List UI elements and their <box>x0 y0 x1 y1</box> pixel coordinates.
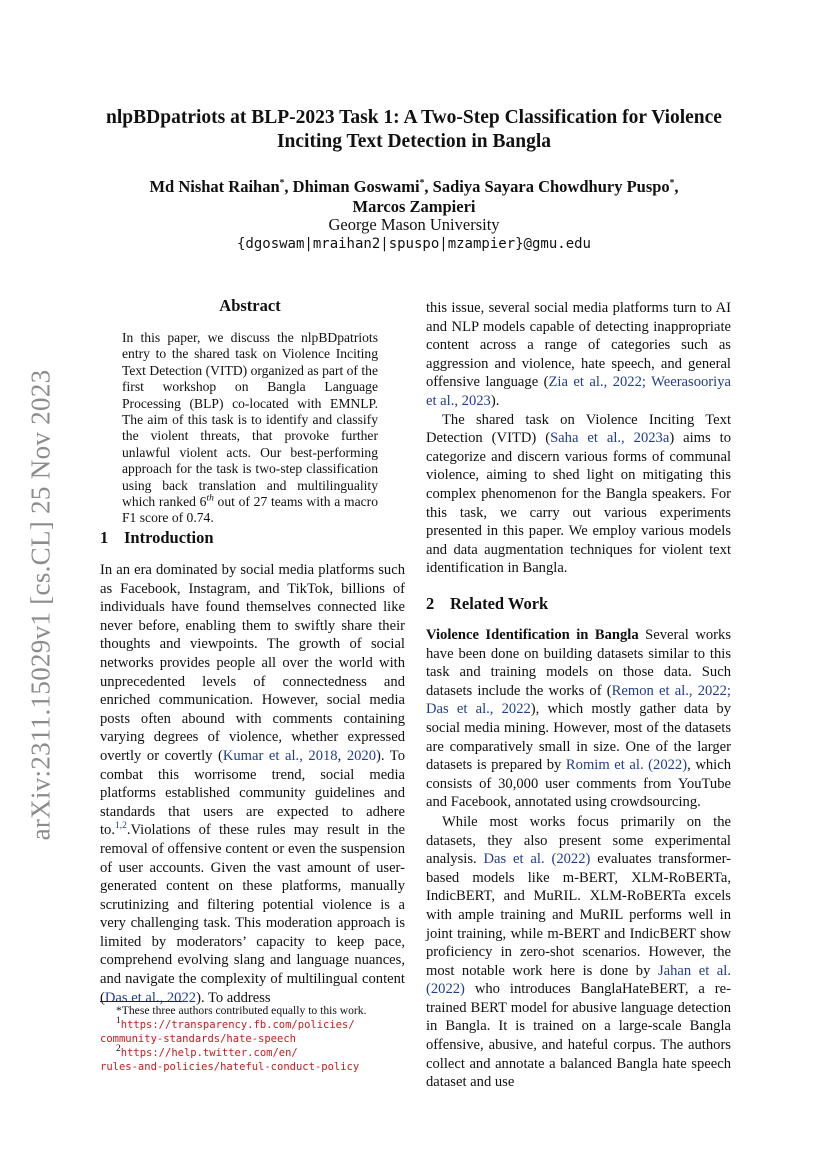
citation-link[interactable]: Zia et al., 2022; Weerasooriya et al., 2023 <box>426 374 731 409</box>
citation-link[interactable]: Saha et al., 2023a <box>550 430 670 447</box>
citation-link[interactable]: Das et al. (2022) <box>483 851 591 868</box>
footnote-2-url-cont[interactable]: rules-and-policies/hateful-conduct-policy <box>100 1061 360 1073</box>
author-emails: {dgoswam|mraihan2|spuspo|mzampier}@gmu.edu <box>236 236 591 252</box>
arxiv-sidebar <box>18 355 64 855</box>
paper-title <box>90 106 738 154</box>
citation-link[interactable]: Romim et al. (2022) <box>565 757 688 774</box>
title-line-2: Inciting Text Detection in Bangla <box>276 131 552 152</box>
abstract-heading: Abstract <box>219 296 281 315</box>
footnote-1-url[interactable]: https://transparency.fb.com/policies/ <box>120 1019 355 1031</box>
paragraph: this issue, several social media platforms turn to AI and NLP models capable of detecting inappropriate content across a range of categories such as aggression and violence, hate speech, and general offensive language (Zia et al., 2022; Weerasooriya et al., 2023). <box>426 300 731 409</box>
footnote-rule <box>100 1001 182 1002</box>
section-heading-introduction: 1 Introduction <box>100 528 214 547</box>
abstract-body: In this paper, we discuss the nlpBDpatriots entry to the shared task on Violence Inciting Text Detection (VITD) organized as part of the first workshop on Bangla Language Processing (BLP) co-located with EMNLP. The aim of this task is to identify and classify the violent threats, that provoke further unlawful violent acts. Our best-performing approach for the task is two-step classification using back translation and multilinguality which ranked 6th out of 27 teams with a macro F1 score of 0.74. <box>122 330 378 526</box>
citation-link[interactable]: 2020 <box>346 747 376 764</box>
section-heading-related-work: 2 Related Work <box>426 594 549 613</box>
affiliation: George Mason University <box>328 215 500 234</box>
arxiv-identifier: arXiv:2311.15029v1 [cs.CL] 25 Nov 2023 <box>25 369 56 841</box>
citation-link[interactable]: Kumar et al., 2018 <box>222 747 338 764</box>
footnote-1: $^1$https://transparency.fb.com/policies/ <box>116 1016 355 1031</box>
footnote-1-url-cont[interactable]: community-standards/hate-speech <box>100 1033 296 1045</box>
paragraph: Violence Identification in Bangla Several works have been done on building datasets similar to this task and training models on those data. Such datasets include the works of (Remon et al., 2022; Das et al., 2022), which mostly gather data by social media mining. However, most of the datasets are comparatively small in size. One of the larger datasets is prepared by Romim et al. (2022), which consists of 30,000 user comments from YouTube and Facebook, annotated using crowdsourcing. <box>426 627 732 811</box>
title-line-1: nlpBDpatriots at BLP-2023 Task 1: A Two-Step Classification for Violence <box>106 107 722 128</box>
right-column-top <box>426 299 731 578</box>
author-1: Md Nishat Raihan <box>149 177 280 196</box>
citation-link[interactable]: Jahan et al. (2022) <box>426 962 731 998</box>
footnote-2: $^2$https://help.twitter.com/en/ <box>116 1044 298 1059</box>
paragraph: In an era dominated by social media platforms such as Facebook, Instagram, and TikTok, billions of individuals have found themselves connected like never before, enabling them to swiftly share their thoughts and viewpoints. The growth of social networks provides people all over the world with unprecedented levels of connectedness and enriched communication. However, social media posts often abound with comments containing varying degrees of violence, whether expressed overtly or covertly (Kumar et al., 2018, 2020). To combat this worrisome trend, social media platforms established community guidelines and standards that users are expected to adhere to.$^{1,2}$.Violations of these rules may result in the removal of offensive content or even the suspension of user accounts. Given the vast amount of user-generated content on these platforms, manually scrutinizing and filtering potential violence is a very challenging task. This moderation approach is limited by moderators’ capacity to keep pace, comprehend evolving slang and language nuances, and navigate the complexity of multilingual content (Das et al., 2022). To address <box>100 562 405 1006</box>
citation-link[interactable]: Remon et al., 2022; Das et al., 2022 <box>426 682 731 718</box>
footnote-equal-contrib: *These three authors contributed equally to this work. <box>116 1004 367 1017</box>
author-2: Dhiman Goswami <box>292 177 420 196</box>
equal-contrib-mark: * <box>669 178 675 189</box>
authors-line-2: Marcos Zampieri <box>352 197 476 216</box>
run-in-heading: Violence Identification in Bangla <box>426 627 639 643</box>
footnotes <box>100 1004 405 1074</box>
citation-link[interactable]: Das et al., 2022 <box>104 989 197 1006</box>
equal-contrib-mark: * <box>419 178 425 189</box>
authors-line-1: Md Nishat Raihan*, Dhiman Goswami*, Sadiya Sayara Chowdhury Puspo*, <box>149 177 679 196</box>
footnote-ref[interactable]: 1,2 <box>115 821 127 832</box>
paragraph: While most works focus primarily on the datasets, they also present some experimental analysis. Das et al. (2022) evaluates transformer-based models like m-BERT, XLM-RoBERTa, IndicBERT, and MuRIL. XLM-RoBERTa excels with ample training and MuRIL performs well in joint training, while m-BERT and IndicBERT show proficiency in zero-shot scenarios. However, the most notable work here is done by Jahan et al. (2022) who introduces BanglaHateBERT, a re-trained BERT model for abusive language detection in Bangla. It is trained on a large-scale Bangla offensive, abusive, and hateful corpus. The authors collect and annotate a balanced Bangla hate speech dataset and use <box>426 813 731 1091</box>
equal-contrib-mark: * <box>279 178 285 189</box>
author-3: Sadiya Sayara Chowdhury Puspo <box>432 177 670 196</box>
footnote-2-url[interactable]: https://help.twitter.com/en/ <box>120 1047 298 1059</box>
paragraph: The shared task on Violence Inciting Text Detection (VITD) (Saha et al., 2023a) aims to categorize and discern various forms of communal violence, aiming to shed light on mitigating this complex phenomenon for the Bangla speakers. For this task, we carry out various experiments presented in this paper. We employ various models and data augmentation techniques for violent text identification in Bangla. <box>426 411 731 577</box>
author-list <box>90 177 738 217</box>
introduction-body <box>100 561 405 1007</box>
related-work-body <box>426 626 731 1092</box>
